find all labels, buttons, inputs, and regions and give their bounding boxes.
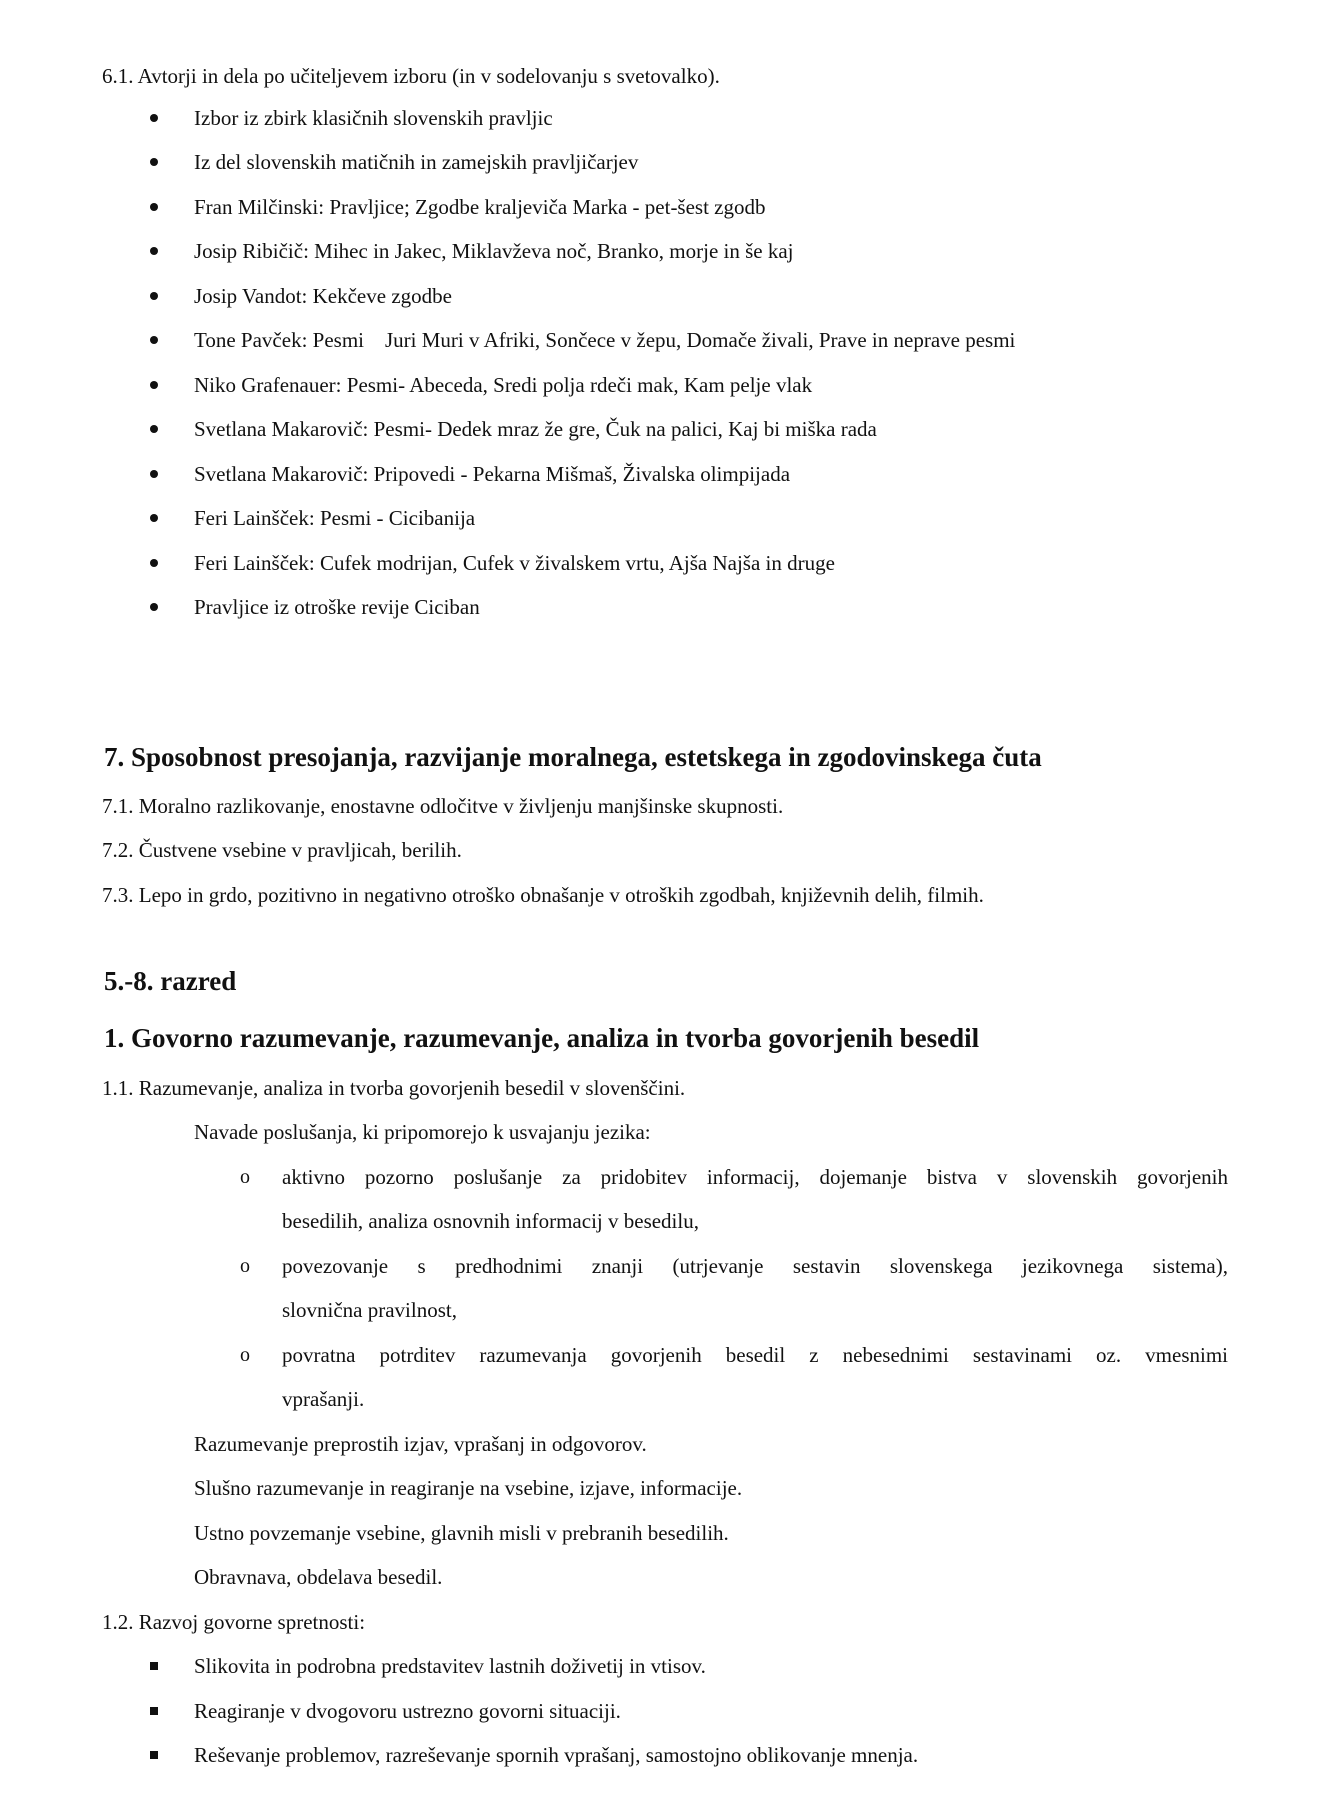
bullet	[150, 603, 158, 611]
grade-heading: 5.-8. razred	[104, 966, 237, 996]
habits-label: Navade poslušanja, ki pripomorejo k usvajanju jezika:	[194, 1120, 651, 1144]
bullet	[150, 292, 158, 300]
bullet	[150, 247, 158, 255]
section-7-2: 7.2. Čustvene vsebine v pravljicah, berilih.	[102, 838, 462, 862]
bullet	[150, 114, 158, 122]
list-item: Reševanje problemov, razreševanje spornih vprašanj, samostojno oblikovanje mnenja.	[194, 1743, 919, 1767]
section-6-1-intro: 6.1. Avtorji in dela po učiteljevem izboru (in v sodelovanju s svetovalko).	[102, 64, 720, 88]
bullet	[150, 470, 158, 478]
section-7-3: 7.3. Lepo in grdo, pozitivno in negativno otroško obnašanje v otroških zgodbah, književnih delih, filmih.	[102, 883, 984, 907]
habit-line: slovnična pravilnost,	[282, 1298, 457, 1322]
square-bullet	[150, 1662, 158, 1670]
list-item: Feri Lainšček: Cufek modrijan, Cufek v živalskem vrtu, Ajša Najša in druge	[194, 551, 835, 575]
habit-line: povratna potrditev razumevanja govorjenih besedil z nebesednimi sestavinami oz. vmesnimi	[282, 1343, 1228, 1367]
section-1-1-intro: 1.1. Razumevanje, analiza in tvorba govorjenih besedil v slovenščini.	[102, 1076, 686, 1100]
circle-bullet: o	[240, 1166, 250, 1188]
square-bullet	[150, 1751, 158, 1759]
square-bullet	[150, 1707, 158, 1715]
section-7-1: 7.1. Moralno razlikovanje, enostavne odločitve v življenju manjšinske skupnosti.	[102, 794, 784, 818]
circle-bullet: o	[240, 1344, 250, 1366]
list-item: Josip Vandot: Kekčeve zgodbe	[194, 284, 452, 308]
bullet	[150, 381, 158, 389]
list-item: Fran Milčinski: Pravljice; Zgodbe kraljeviča Marka - pet-šest zgodb	[194, 195, 766, 219]
habit-line: povezovanje s predhodnimi znanji (utrjevanje sestavin slovenskega jezikovnega sistema),	[282, 1254, 1228, 1278]
list-item: Izbor iz zbirk klasičnih slovenskih pravljic	[194, 106, 553, 130]
section-7-heading: 7. Sposobnost presojanja, razvijanje moralnega, estetskega in zgodovinskega čuta	[104, 742, 1042, 772]
plain-line: Ustno povzemanje vsebine, glavnih misli v prebranih besedilih.	[194, 1521, 729, 1545]
list-item: Pravljice iz otroške revije Ciciban	[194, 595, 480, 619]
bullet	[150, 514, 158, 522]
bullet	[150, 203, 158, 211]
bullet	[150, 336, 158, 344]
list-item: Svetlana Makarovič: Pripovedi - Pekarna Mišmaš, Živalska olimpijada	[194, 462, 791, 486]
plain-line: Slušno razumevanje in reagiranje na vsebine, izjave, informacije.	[194, 1476, 743, 1500]
list-item: Feri Lainšček: Pesmi - Cicibanija	[194, 506, 476, 530]
list-item: Slikovita in podrobna predstavitev lastnih doživetij in vtisov.	[194, 1654, 706, 1678]
bullet	[150, 158, 158, 166]
list-item: Svetlana Makarovič: Pesmi- Dedek mraz že gre, Čuk na palici, Kaj bi miška rada	[194, 417, 877, 441]
list-item: Niko Grafenauer: Pesmi- Abeceda, Sredi polja rdeči mak, Kam pelje vlak	[194, 373, 813, 397]
list-item: Josip Ribičič: Mihec in Jakec, Miklavževa noč, Branko, morje in še kaj	[194, 239, 794, 263]
list-item: Tone Pavček: Pesmi Juri Muri v Afriki, Sončece v žepu, Domače živali, Prave in neprave pesmi	[194, 328, 1016, 352]
list-item: Iz del slovenskih matičnih in zamejskih pravljičarjev	[194, 150, 639, 174]
list-item: Reagiranje v dvogovoru ustrezno govorni situaciji.	[194, 1699, 621, 1723]
circle-bullet: o	[240, 1255, 250, 1277]
habit-line: besedilih, analiza osnovnih informacij v besedilu,	[282, 1209, 699, 1233]
plain-line: Razumevanje preprostih izjav, vprašanj in odgovorov.	[194, 1432, 647, 1456]
habit-line: aktivno pozorno poslušanje za pridobitev informacij, dojemanje bistva v slovenskih govorjenih	[282, 1165, 1228, 1189]
section-1-2-intro: 1.2. Razvoj govorne spretnosti:	[102, 1610, 366, 1634]
section-1-heading: 1. Govorno razumevanje, razumevanje, analiza in tvorba govorjenih besedil	[104, 1023, 980, 1053]
plain-line: Obravnava, obdelava besedil.	[194, 1565, 443, 1589]
bullet	[150, 559, 158, 567]
habit-line: vprašanji.	[282, 1387, 365, 1411]
bullet	[150, 425, 158, 433]
